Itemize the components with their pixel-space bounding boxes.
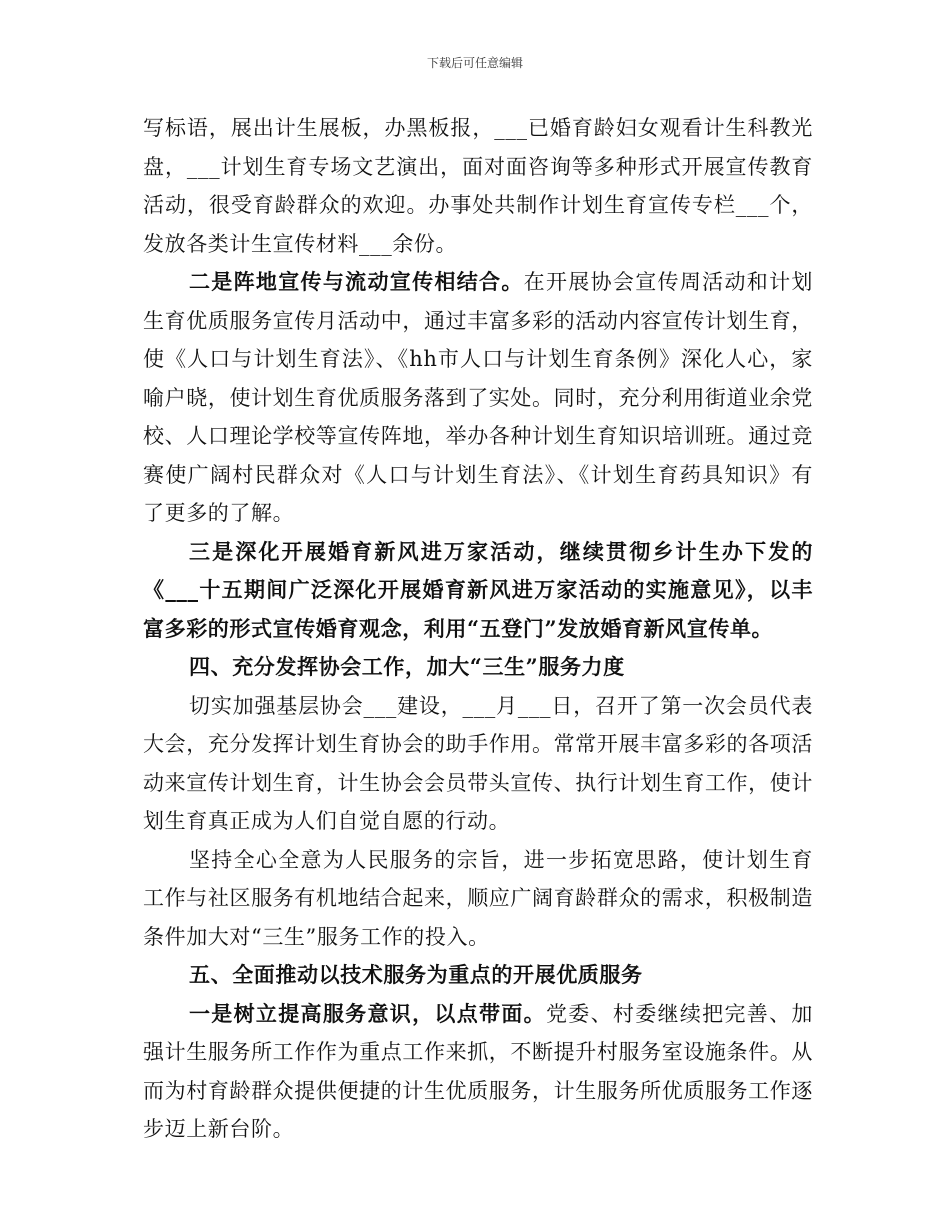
paragraph-8-lead: 一是树立提高服务意识，以点带面。 <box>189 1000 546 1026</box>
paragraph-5 <box>143 687 813 841</box>
paragraph-2-lead: 二是阵地宣传与流动宣传相结合。 <box>189 269 524 294</box>
document-body <box>143 109 813 1149</box>
paragraph-8 <box>143 995 813 1149</box>
paragraph-6-text: 坚持全心全意为人民服务的宗旨，进一步拓宽思路，使计划生育工作与社区服务有机地结合起来，顺应广阔育龄群众的需求，积极制造条件加大对“三生”服务工作的投入。 <box>143 847 813 949</box>
paragraph-1 <box>143 109 813 263</box>
paragraph-2 <box>143 263 813 533</box>
paragraph-5-text: 切实加强基层协会___建设，___月___日，召开了第一次会员代表大会，充分发挥计划生育协会的助手作用。常常开展丰富多彩的各项活动来宣传计划生育，计生协会会员带头宣传、执行计划生育工作，使计划生育真正成为人们自觉自愿的行动。 <box>143 693 813 833</box>
page-header: 下载后可任意编辑 <box>426 56 523 70</box>
paragraph-3 <box>143 533 813 649</box>
section-heading-4: 四、充分发挥协会工作，加大“三生”服务力度 <box>189 654 625 679</box>
paragraph-6 <box>143 841 813 957</box>
paragraph-1-text: 写标语，展出计生展板，办黑板报，___已婚育龄妇女观看计生科教光盘，___计划生育专场文艺演出，面对面咨询等多种形式开展宣传教育活动，很受育龄群众的欢迎。办事处共制作计划生育宣传专栏___个，发放各类计生宣传材料___余份。 <box>143 116 813 256</box>
paragraph-2-text: 在开展协会宣传周活动和计划生育优质服务宣传月活动中，通过丰富多彩的活动内容宣传计划生育，使《人口与计划生育法》、《hh市人口与计划生育条例》深化人心，家喻户晓，使计划生育优质服务落到了实处。同时，充分利用街道业余党校、人口理论学校等宣传阵地，举办各种计划生育知识培训班。通过竞赛使广阔村民群众对《人口与计划生育法》、《计划生育药具知识》有了更多的了解。 <box>143 270 813 525</box>
paragraph-8-text: 党委、村委继续把完善、加强计生服务所工作作为重点工作来抓，不断提升村服务室设施条件。从而为村育龄群众提供便捷的计生优质服务，计生服务所优质服务工作逐步迈上新台阶。 <box>143 1001 813 1141</box>
paragraph-3-lead: 三是深化开展婚育新风进万家活动，继续贯彻乡计生办下发的《___十五期间广泛深化开展婚育新风进万家活动的实施意见》，以丰富多彩的形式宣传婚育观念，利用“五登门”发放婚育新风宣传单。 <box>143 538 813 641</box>
section-heading-5: 五、全面推动以技术服务为重点的开展优质服务 <box>189 962 643 987</box>
